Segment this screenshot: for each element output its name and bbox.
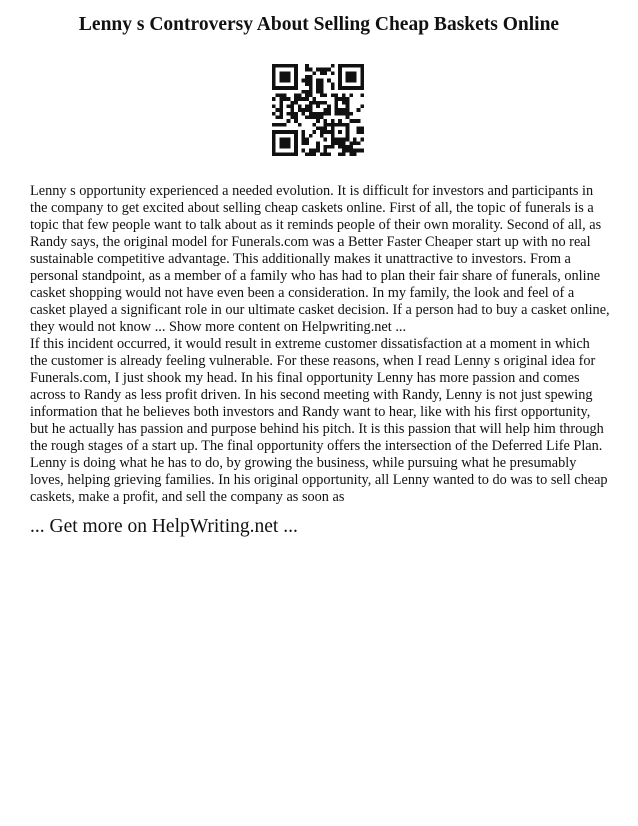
paragraph-1: Lenny s opportunity experienced a needed evolution. It is difficult for investors and participants in the company to get excited about selling cheap caskets online. First of all, the topic of funerals is a topic that few people want to talk about as it reminds people of their own morality. Second of all, as Randy says, the original model for Funerals.com was a Better Faster Cheaper start up with no real sustainable competitive advantage. This additionally makes it unattractive to investors. From a personal standpoint, as a member of a family who has had to plan their fair share of funerals, online casket shopping would not have even been a consideration. In my family, the look and feel of a casket played a significant role in our ultimate casket decision. If a person had to buy a casket online, they would not know ... Show more content on Helpwriting.net ...: [30, 183, 610, 335]
document-title: Lenny s Controversy About Selling Cheap Baskets Online: [78, 14, 560, 35]
paragraph-2: If this incident occurred, it would result in extreme customer dissatisfaction at a moment in which the customer is already feeling vulnerable. For these reasons, when I read Lenny s original idea for Funerals.com, I just shook my head. In his final opportunity Lenny has more passion and comes across to Randy as less profit driven. In his second meeting with Randy, Lenny is not just spewing information that he believes both investors and Randy want to hear, like with his first opportunity, but he actually has passion and purpose behind his pitch. It is this passion that will help him through the rough stages of a start up. The final opportunity offers the intersection of the Deferred Life Plan. Lenny is doing what he has to do, by growing the business, while pursuing what he presumably loves, helping grieving families. In his original opportunity, all Lenny wanted to do was to sell cheap caskets, make a profit, and sell the company as soon as: [30, 336, 608, 505]
get-more-link[interactable]: ... Get more on HelpWriting.net ...: [30, 516, 298, 537]
qr-code-icon: [272, 64, 364, 156]
document-body: [30, 183, 610, 506]
